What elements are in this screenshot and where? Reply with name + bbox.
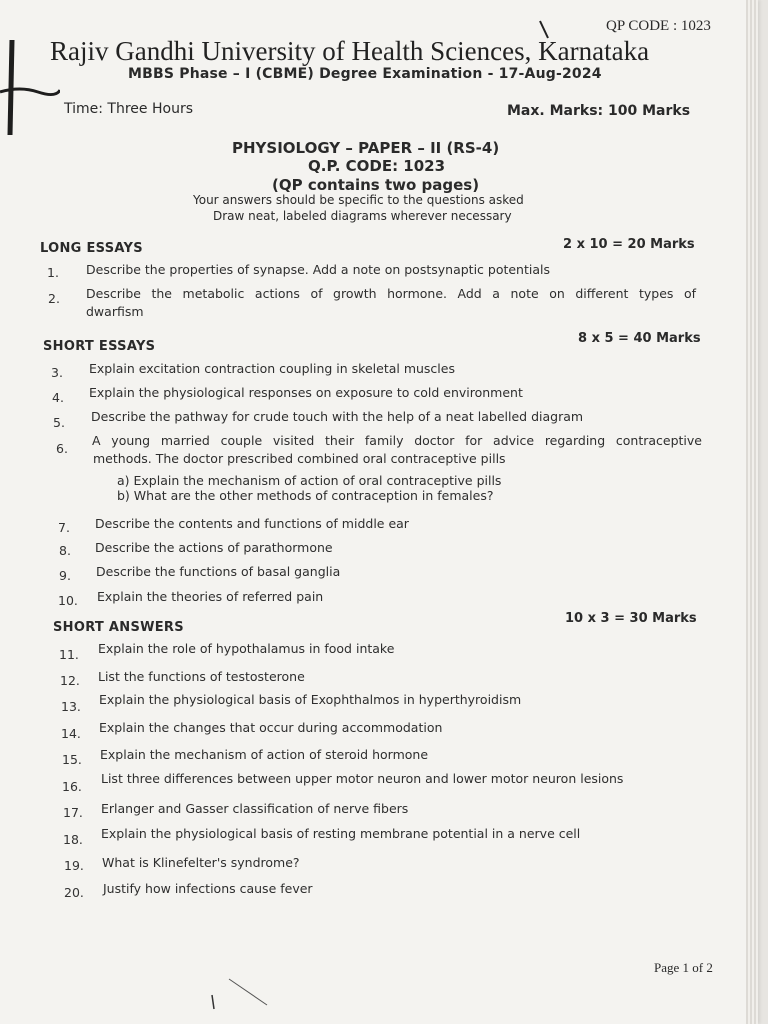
question-text: Erlanger and Gasser classification of nerve fibers xyxy=(101,801,409,816)
section-marks-short-answers: 10 x 3 = 30 Marks xyxy=(565,611,697,626)
question-text: Explain the physiological responses on exposure to cold environment xyxy=(89,385,523,400)
question-text: Describe the contents and functions of middle ear xyxy=(95,516,409,531)
question-number: 18. xyxy=(63,832,83,847)
question-text: Describe the functions of basal ganglia xyxy=(96,564,341,579)
qp-code-top: QP CODE : 1023 xyxy=(606,18,711,34)
question-text: Explain the role of hypothalamus in food intake xyxy=(98,641,395,656)
question-number: 17. xyxy=(63,805,83,820)
section-marks-long-essays: 2 x 10 = 20 Marks xyxy=(563,237,695,252)
question-number: 16. xyxy=(62,779,82,794)
question-number: 7. xyxy=(58,520,70,535)
question-text: Explain the theories of referred pain xyxy=(97,589,324,604)
question-text: Explain the physiological basis of Exophthalmos in hyperthyroidism xyxy=(99,692,522,707)
question-number: 5. xyxy=(53,415,65,430)
exam-title: MBBS Phase – I (CBME) Degree Examination - 17-Aug-2024 xyxy=(128,66,602,82)
question-text: Describe the actions of parathormone xyxy=(95,540,333,555)
question-text: Justify how infections cause fever xyxy=(103,881,313,896)
question-text-continued: dwarfism xyxy=(86,304,144,319)
stacked-paper-edge xyxy=(746,0,758,1024)
instruction-diagrams: Draw neat, labeled diagrams wherever necessary xyxy=(213,209,512,223)
pen-scribble-icon xyxy=(205,975,275,1015)
sub-question-b: b) What are the other methods of contraception in females? xyxy=(117,488,494,503)
question-number: 10. xyxy=(58,593,78,608)
max-marks: Max. Marks: 100 Marks xyxy=(507,103,691,119)
section-title-short-answers: SHORT ANSWERS xyxy=(53,620,184,635)
question-number: 14. xyxy=(61,726,81,741)
section-title-long-essays: LONG ESSAYS xyxy=(40,241,143,256)
section-marks-short-essays: 8 x 5 = 40 Marks xyxy=(578,331,701,346)
paper-qp-code: Q.P. CODE: 1023 xyxy=(308,157,446,175)
question-text: Explain the physiological basis of resting membrane potential in a nerve cell xyxy=(101,826,581,841)
question-number: 8. xyxy=(59,543,71,558)
question-number: 20. xyxy=(64,885,84,900)
section-title-short-essays: SHORT ESSAYS xyxy=(43,339,156,354)
paper-title: PHYSIOLOGY – PAPER – II (RS-4) xyxy=(232,139,500,157)
question-number: 1. xyxy=(47,265,59,280)
question-number: 3. xyxy=(51,365,63,380)
question-text-continued: methods. The doctor prescribed combined oral contraceptive pills xyxy=(93,451,506,466)
question-text: Describe the metabolic actions of growth hormone. Add a note on different types of xyxy=(86,286,696,301)
question-number: 13. xyxy=(61,699,81,714)
university-name: Rajiv Gandhi University of Health Sciences, Karnataka xyxy=(50,36,650,66)
question-text: Explain the changes that occur during accommodation xyxy=(99,720,443,735)
question-number: 6. xyxy=(56,441,68,456)
question-text: What is Klinefelter's syndrome? xyxy=(102,855,300,870)
question-text: Describe the pathway for crude touch with the help of a neat labelled diagram xyxy=(91,409,584,424)
page-count-note: (QP contains two pages) xyxy=(272,176,480,194)
question-number: 9. xyxy=(59,568,71,583)
question-text: Explain the mechanism of action of steroid hormone xyxy=(100,747,429,762)
exam-time: Time: Three Hours xyxy=(64,101,193,117)
question-text: Describe the properties of synapse. Add a note on postsynaptic potentials xyxy=(86,262,551,277)
question-text: Explain excitation contraction coupling in skeletal muscles xyxy=(89,361,455,376)
question-number: 11. xyxy=(59,647,79,662)
question-number: 19. xyxy=(64,858,84,873)
question-number: 2. xyxy=(48,291,60,306)
sub-question-a: a) Explain the mechanism of action of oral contraceptive pills xyxy=(117,473,502,488)
instruction-specific: Your answers should be specific to the questions asked xyxy=(193,193,524,207)
question-number: 12. xyxy=(60,673,80,688)
question-text: List three differences between upper motor neuron and lower motor neuron lesions xyxy=(101,771,624,786)
question-number: 15. xyxy=(62,752,82,767)
question-text: A young married couple visited their family doctor for advice regarding contraceptive xyxy=(92,433,702,448)
question-text: List the functions of testosterone xyxy=(98,669,305,684)
question-number: 4. xyxy=(52,390,64,405)
page-number: Page 1 of 2 xyxy=(654,960,713,975)
